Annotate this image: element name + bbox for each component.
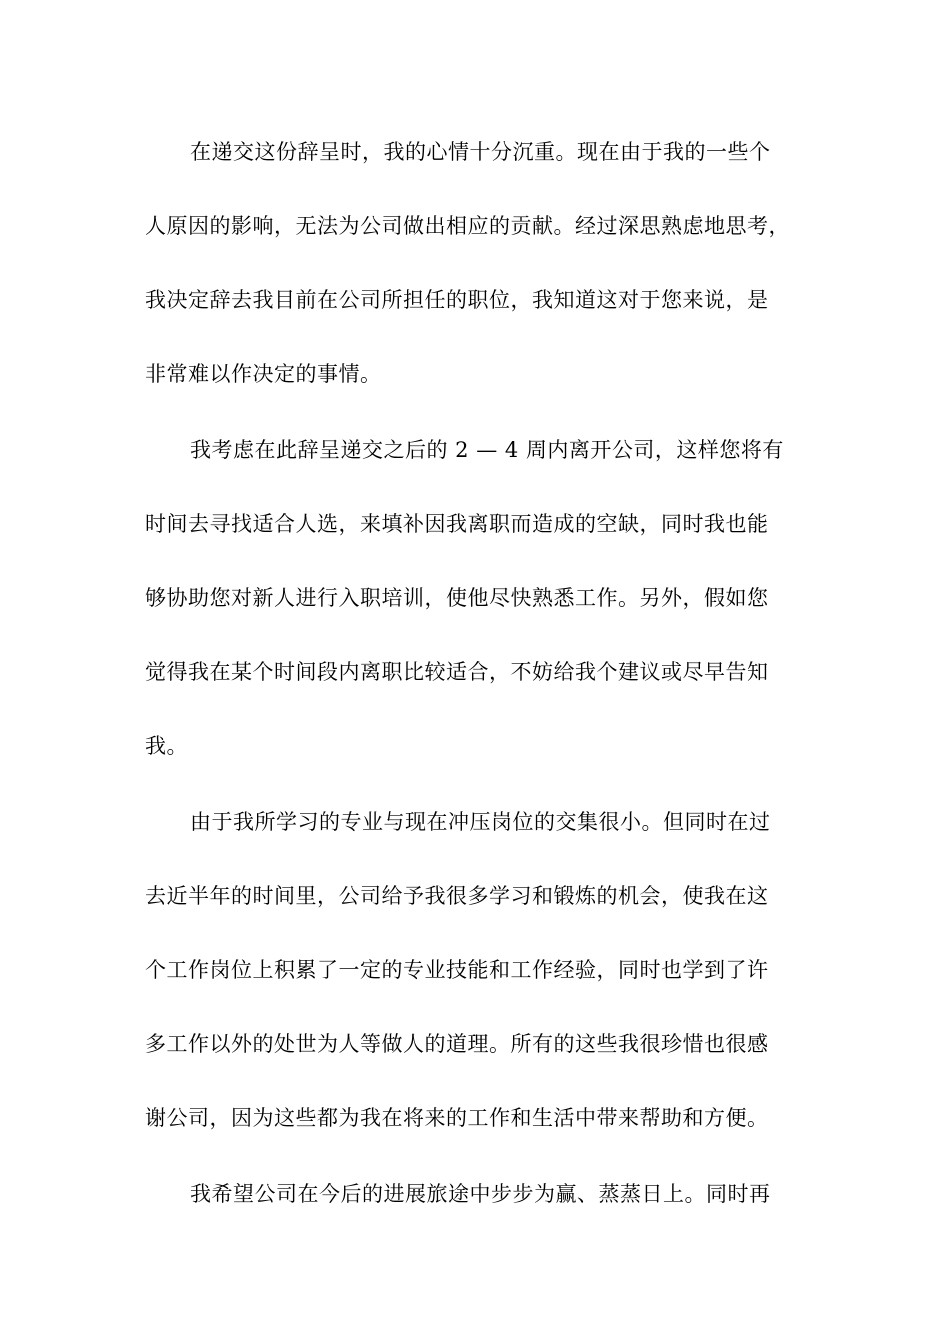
paragraph-3-line-4: 多工作以外的处世为人等做人的道理。所有的这些我很珍惜也很感 <box>145 1032 769 1056</box>
paragraph-2-line-1: 我考虑在此辞呈递交之后的 2 — 4 周内离开公司，这样您将有 <box>190 438 784 462</box>
paragraph-1-line-4: 非常难以作决定的事情。 <box>145 362 382 386</box>
paragraph-2-line-3: 够协助您对新人进行入职培训，使他尽快熟悉工作。另外，假如您 <box>145 586 769 610</box>
paragraph-2-line-2: 时间去寻找适合人选，来填补因我离职而造成的空缺，同时我也能 <box>145 512 769 536</box>
paragraph-3-line-2: 去近半年的时间里，公司给予我很多学习和锻炼的机会，使我在这 <box>145 884 769 908</box>
paragraph-3-line-3: 个工作岗位上积累了一定的专业技能和工作经验，同时也学到了许 <box>145 958 769 982</box>
paragraph-3-line-5: 谢公司，因为这些都为我在将来的工作和生活中带来帮助和方便。 <box>145 1106 769 1130</box>
paragraph-3-line-1: 由于我所学习的专业与现在冲压岗位的交集很小。但同时在过 <box>190 810 771 834</box>
paragraph-1-line-3: 我决定辞去我目前在公司所担任的职位，我知道这对于您来说，是 <box>145 288 769 312</box>
paragraph-1-line-1: 在递交这份辞呈时，我的心情十分沉重。现在由于我的一些个 <box>190 140 771 164</box>
paragraph-1-line-2: 人原因的影响，无法为公司做出相应的贡献。经过深思熟虑地思考， <box>145 214 790 238</box>
paragraph-2-line-5: 我。 <box>145 734 188 758</box>
paragraph-2-line-4: 觉得我在某个时间段内离职比较适合，不妨给我个建议或尽早告知 <box>145 660 769 684</box>
paragraph-4-line-1: 我希望公司在今后的进展旅途中步步为赢、蒸蒸日上。同时再 <box>190 1182 771 1206</box>
